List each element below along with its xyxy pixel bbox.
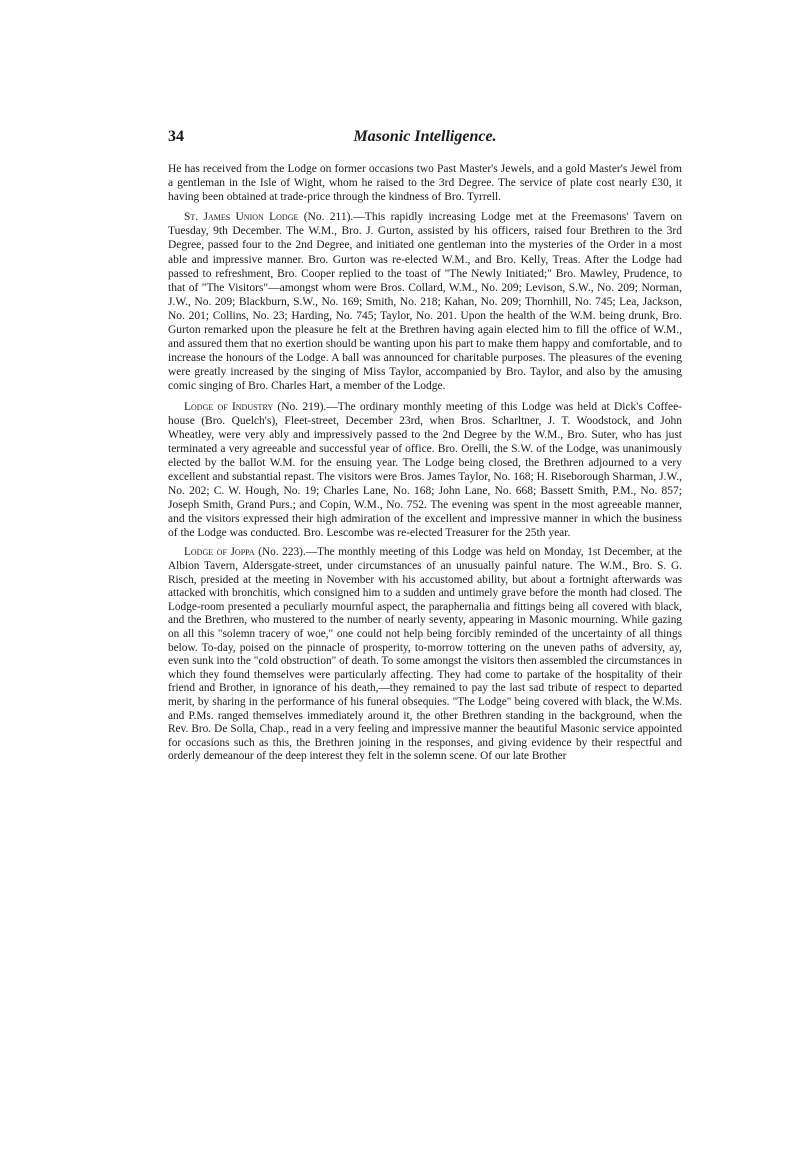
paragraph-text: (No. 223).—The monthly meeting of this Lodge was held on Monday, 1st December, at the Albion Tavern, Aldersgate-street, under circumstances of an unusually painful nature. The W.M., Bro. S. G. Risch, presided at the meeting in November with his accustomed ability, but about a fortnight afterwards was attacked with bronchitis, which consigned him to a sudden and untimely grave before the month had closed. The Lodge-room presented a peculiarly mournful aspect, the paraphernalia and fittings being all covered with black, and the Brethren, who mustered to the number of nearly seventy, appearing in Masonic mourning. While gazing on all this "solemn tracery of woe," one could not help being forcibly reminded of the uncertainty of all things below. To-day, poised on the pinnacle of prosperity, to-morrow tottering on the uneven paths of adversity, ay, even sunk into the "cold obstruction" of death. To some amongst the visitors then assembled the circumstances in which they found themselves were particularly affecting. They had come to partake of the hospitality of their friend and Brother, in ignorance of his death,—they remained to pay the last sad tribute of respect to departed merit, by sharing in the performance of his funeral obsequies. "The Lodge" being covered with black, the W.Ms. and P.Ms. ranged themselves immediately around it, the other Brethren standing in the background, when the Rev. Bro. De Solla, Chap., read in a very feeling and impressive manner the beautiful Masonic service appointed for occasions such as this, the Brethren joining in the responses, and giving evidence by their respectful and orderly demeanour of the deep interest they felt in the solemn scene. Of our late Brother [168,546,682,763]
paragraph-jewels [168,162,682,204]
paragraph-text: (No. 219).—The ordinary monthly meeting of this Lodge was held at Dick's Coffee-house (Bro. Quelch's), Fleet-street, December 23rd, when Bros. Scharltner, J. T. Woodstock, and John Wheatley, were very ably and impressively passed to the 2nd Degree by the W.M., Bro. Suter, who has just terminated a very agreeable and successful year of office. Bro. Orelli, the S.W. of the Lodge, was unanimously elected by the ballot W.M. for the ensuing year. The Lodge being closed, the Brethren adjourned to a very excellent and substantial repast. The visitors were Bros. James Taylor, No. 168; H. Riseborough Sharman, J.W., No. 202; C. W. Hough, No. 19; Charles Lane, No. 168; John Lane, No. 668; Bassett Smith, P.M., No. 857; Joseph Smith, Grand Purs.; and Copin, W.M., No. 752. The evening was spent in the most agreeable manner, and the visitors expressed their high admiration of the excellent and impressive manner in which the business of the Lodge was conducted. Bro. Lescombe was re-elected Treasurer for the 25th year. [168,400,682,540]
paragraph-text: (No. 211).—This rapidly increasing Lodge met at the Freemasons' Tavern on Tuesday, 9th December. The W.M., Bro. J. Gurton, assisted by his officers, raised four Brethren to the 3rd Degree, passed four to the 2nd Degree, and initiated one gentleman into the mysteries of the Order in a most able and impressive manner. Bro. Gurton was re-elected W.M., and Bro. Kelly, Treas. After the Lodge had passed to refreshment, Bro. Cooper replied to the toast of "The Newly Initiated;" Bro. Mawley, Prudence, to that of "The Visitors"—amongst whom were Bros. Collard, W.M., No. 209; Levison, S.W., No. 209; Norman, J.W., No. 209; Blackburn, S.W., No. 169; Smith, No. 218; Kahan, No. 209; Thornhill, No. 745; Lea, Jackson, No. 201; Collins, No. 23; Harding, No. 745; Taylor, No. 201. Upon the health of the W.M. being drunk, Bro. Gurton remarked upon the pleasure he felt at the Brethren having again elected him to fill the office of W.M., and assured them that no exertion should be wanting upon his part to make them happy and comfortable, and to increase the honours of the Lodge. A ball was announced for charitable purposes. The pleasures of the evening were greatly increased by the singing of Miss Taylor, accompanied by Bro. Taylor, and also by the amusing comic singing of Bro. Charles Hart, a member of the Lodge. [168,211,682,393]
lodge-name: St. James Union Lodge [184,211,299,224]
paragraph-text: He has received from the Lodge on former occasions two Past Master's Jewels, and a gold Master's Jewel from a gentleman in the Isle of Wight, whom he raised to the 3rd Degree. The service of plate cost nearly £30, it having been obtained at trade-price through the kindness of Bro. Tyrrell. [168,163,682,204]
paragraph-st-james-union-lodge [168,210,682,393]
document-page [168,128,682,770]
paragraph-lodge-of-industry [168,400,682,541]
lodge-name: Lodge of Joppa [184,546,255,559]
lodge-name: Lodge of Industry [184,400,274,413]
page-number: 34 [168,128,184,145]
page-header [168,128,682,156]
running-title: Masonic Intelligence. [353,128,497,145]
paragraph-lodge-of-joppa [168,546,682,764]
